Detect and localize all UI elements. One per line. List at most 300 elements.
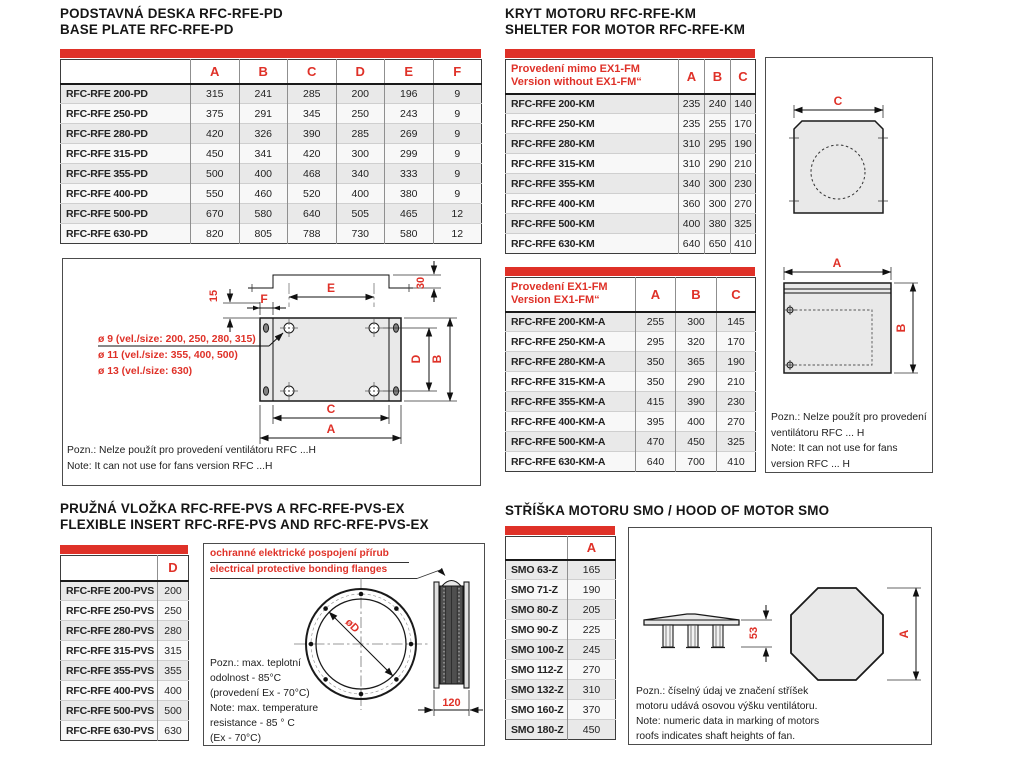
- dimension-value: 355: [158, 661, 189, 681]
- row-label: RFC-RFE 200-PVS: [66, 584, 155, 597]
- dimension-value: 210: [731, 154, 756, 174]
- dimension-value: 255: [705, 114, 731, 134]
- dimension-value: 340: [336, 164, 385, 184]
- dimension-value: 350: [636, 372, 676, 392]
- hood-side-view: [644, 614, 739, 648]
- dim-label-a: A: [897, 629, 911, 639]
- table-row: [61, 701, 189, 721]
- row-label: SMO 63-Z: [511, 563, 558, 576]
- dimension-value: 390: [288, 124, 337, 144]
- dimension-value: 200: [158, 581, 189, 601]
- base-plate-title: [60, 6, 283, 38]
- table-variant-header: [506, 60, 679, 94]
- dimension-value: 395: [636, 412, 676, 432]
- dimension-value: 285: [288, 84, 337, 104]
- bonding-strap: [442, 581, 461, 587]
- row-label: RFC-RFE 630-KM: [511, 237, 595, 250]
- row-label: SMO 80-Z: [511, 603, 558, 616]
- dimension-value: 243: [385, 104, 434, 124]
- table-row: [61, 84, 482, 104]
- motor-hood-table: [505, 526, 615, 740]
- row-label: SMO 132-Z: [511, 683, 564, 696]
- table-variant-header: [506, 278, 636, 312]
- dimension-value: 400: [239, 164, 288, 184]
- dimension-value: 291: [239, 104, 288, 124]
- dimension-value: 170: [731, 114, 756, 134]
- note-line: Pozn.: číselný údaj ve značení stříšek: [636, 686, 809, 697]
- dimension-value: 300: [676, 312, 717, 332]
- dimension-value: 390: [676, 392, 717, 412]
- shelter-std-table: [505, 49, 755, 254]
- row-label: RFC-RFE 500-PVS: [66, 704, 155, 717]
- dim-label-e: E: [326, 281, 336, 295]
- table-row: [506, 720, 616, 740]
- table-row: [506, 432, 756, 452]
- table-row: [61, 124, 482, 144]
- col-header: A: [191, 60, 240, 84]
- dimension-value: 415: [636, 392, 676, 412]
- note-line-cs: Pozn.: Nelze použít pro provedení ventilátoru RFC ...H: [67, 445, 316, 456]
- dimension-value: 320: [676, 332, 717, 352]
- dim-label-c: C: [833, 94, 843, 108]
- plate-body: [260, 318, 401, 401]
- row-label: RFC-RFE 500-PD: [66, 207, 148, 220]
- flexible-insert-title-cs: PRUŽNÁ VLOŽKA RFC-RFE-PVS A RFC-RFE-PVS-EX: [60, 501, 405, 516]
- dimension-value: 12: [433, 224, 482, 244]
- dimension-value: 210: [717, 372, 756, 392]
- dimension-value: 140: [731, 94, 756, 114]
- dim-label-c: C: [326, 402, 336, 416]
- dimension-value: 300: [705, 194, 731, 214]
- row-label: SMO 112-Z: [511, 663, 563, 676]
- dimension-value: 310: [679, 134, 705, 154]
- table-row: [61, 661, 189, 681]
- table-row: [506, 600, 616, 620]
- table-row: [506, 560, 616, 580]
- dimension-value: 196: [385, 84, 434, 104]
- dim-f: [247, 292, 286, 315]
- motor-shelter-note: [771, 410, 927, 472]
- note-line: Pozn.: max. teplotní: [210, 658, 302, 669]
- note-line: motoru udává osovou výšku ventilátoru.: [636, 701, 818, 712]
- row-label: RFC-RFE 200-PD: [66, 87, 148, 100]
- dimension-value: 670: [191, 204, 240, 224]
- dimension-value: 520: [288, 184, 337, 204]
- dimension-value: 295: [705, 134, 731, 154]
- dimension-value: 470: [636, 432, 676, 452]
- col-header: E: [385, 60, 434, 84]
- row-label: RFC-RFE 355-KM-A: [511, 395, 606, 408]
- dim-label-a: A: [832, 256, 842, 270]
- table-row: [61, 721, 189, 741]
- col-header: C: [288, 60, 337, 84]
- dimension-value: 200: [336, 84, 385, 104]
- dimension-value: 285: [336, 124, 385, 144]
- header-corner: [506, 537, 568, 560]
- dim-c: [794, 94, 883, 118]
- dimension-value: 295: [636, 332, 676, 352]
- table-row: [506, 352, 756, 372]
- table-row: [61, 204, 482, 224]
- row-label: RFC-RFE 250-PVS: [66, 604, 155, 617]
- bonding-label: [210, 546, 389, 578]
- table-accent-bar: [505, 267, 755, 276]
- note-line: ventilátoru RFC ... H: [771, 427, 865, 439]
- row-label: RFC-RFE 280-KM: [511, 137, 595, 150]
- table-row: [506, 134, 756, 154]
- col-header: B: [676, 278, 717, 312]
- dimension-value: 190: [717, 352, 756, 372]
- header-corner: [61, 60, 191, 84]
- table-row: [506, 332, 756, 352]
- col-header: C: [717, 278, 756, 312]
- row-label: RFC-RFE 315-KM: [511, 157, 595, 170]
- table-row: [506, 700, 616, 720]
- motor-shelter-title: [505, 6, 745, 38]
- hole-note-1: ø 9 (vel./size: 200, 250, 280, 315): [98, 334, 256, 345]
- dimension-value: 380: [385, 184, 434, 204]
- note-line: odolnost - 85°C: [210, 673, 282, 684]
- dimension-value: 380: [705, 214, 731, 234]
- dimension-value: 9: [433, 184, 482, 204]
- table-row: [61, 104, 482, 124]
- table-row: [506, 580, 616, 600]
- table-row: [61, 581, 189, 601]
- dim-label-15: 15: [208, 289, 220, 303]
- dimension-value: 400: [679, 214, 705, 234]
- dimension-value: 805: [239, 224, 288, 244]
- table-header-row: [61, 60, 482, 84]
- table-row: [506, 372, 756, 392]
- dimension-value: 190: [731, 134, 756, 154]
- dim-a: [887, 588, 921, 680]
- dimension-value: 290: [705, 154, 731, 174]
- note-line: resistance - 85 ° C: [210, 718, 295, 729]
- row-label: RFC-RFE 500-KM-A: [511, 435, 606, 448]
- dimension-value: 9: [433, 84, 482, 104]
- table-row: [506, 154, 756, 174]
- dimension-value: 650: [705, 234, 731, 254]
- table-header-row: [506, 537, 616, 560]
- motor-hood-drawing-box: [628, 527, 932, 745]
- variant-header-cs: Provedení EX1-FM: [511, 281, 608, 294]
- row-label: SMO 180-Z: [511, 723, 564, 736]
- row-label: RFC-RFE 400-KM: [511, 197, 595, 210]
- row-label: RFC-RFE 400-PVS: [66, 684, 155, 697]
- dimension-value: 630: [158, 721, 189, 741]
- hole-note-3: ø 13 (vel./size: 630): [98, 366, 193, 377]
- row-label: RFC-RFE 315-KM-A: [511, 375, 606, 388]
- col-header: B: [705, 60, 731, 94]
- dimension-value: 400: [158, 681, 189, 701]
- col-header: B: [239, 60, 288, 84]
- dimension-value: 500: [158, 701, 189, 721]
- flexible-insert-drawing-box: [203, 543, 485, 746]
- bonding-label-en: electrical protective bonding flanges: [210, 564, 388, 575]
- row-label: RFC-RFE 250-KM-A: [511, 335, 606, 348]
- table-row: [61, 641, 189, 661]
- dimension-value: 640: [679, 234, 705, 254]
- dimension-value: 299: [385, 144, 434, 164]
- note-line: Note: It can not use for fans: [771, 443, 898, 454]
- dimension-value: 465: [385, 204, 434, 224]
- dimension-value: 640: [636, 452, 676, 472]
- dimension-value: 300: [336, 144, 385, 164]
- table-row: [61, 184, 482, 204]
- dimension-value: 9: [433, 124, 482, 144]
- dimension-value: 730: [336, 224, 385, 244]
- dimension-value: 190: [568, 580, 616, 600]
- row-label: RFC-RFE 500-KM: [511, 217, 595, 230]
- col-header: F: [433, 60, 482, 84]
- table-row: [506, 392, 756, 412]
- dim-53: [741, 605, 772, 662]
- dim-label-120: 120: [442, 697, 461, 709]
- dim-label-b: B: [894, 323, 908, 333]
- dim-b: [894, 283, 918, 373]
- dimension-value: 9: [433, 144, 482, 164]
- note-line: Note: numeric data in marking of motors: [636, 716, 820, 727]
- dimension-value: 245: [568, 640, 616, 660]
- dim-label-diameter: øD: [342, 616, 362, 636]
- row-label: RFC-RFE 200-KM-A: [511, 315, 606, 328]
- dimension-value: 230: [717, 392, 756, 412]
- table-row: [61, 601, 189, 621]
- dimension-value: 325: [731, 214, 756, 234]
- row-label: RFC-RFE 400-PD: [66, 187, 148, 200]
- row-label: RFC-RFE 315-PD: [66, 147, 148, 160]
- note-line-en: Note: It can not use for fans version RFC ...H: [67, 460, 273, 472]
- dimension-value: 468: [288, 164, 337, 184]
- row-label: RFC-RFE 250-KM: [511, 117, 595, 130]
- dimension-value: 326: [239, 124, 288, 144]
- dimension-value: 300: [705, 174, 731, 194]
- dimension-value: 640: [288, 204, 337, 224]
- dimension-value: 145: [717, 312, 756, 332]
- dimension-value: 235: [679, 94, 705, 114]
- col-header: D: [158, 556, 189, 581]
- row-label: RFC-RFE 280-PD: [66, 127, 148, 140]
- row-label: RFC-RFE 280-KM-A: [511, 355, 606, 368]
- dimension-value: 310: [679, 154, 705, 174]
- table-row: [61, 621, 189, 641]
- motor-hood-title-text: STŘÍŠKA MOTORU SMO / HOOD OF MOTOR SMO: [505, 503, 830, 518]
- shelter-ex-table: [505, 267, 755, 472]
- col-header: D: [336, 60, 385, 84]
- row-label: RFC-RFE 355-KM: [511, 177, 595, 190]
- dimension-value: 700: [676, 452, 717, 472]
- dim-label-f: F: [260, 292, 268, 306]
- dimension-value: 9: [433, 164, 482, 184]
- dimension-value: 450: [191, 144, 240, 164]
- note-line: version RFC ... H: [771, 458, 850, 470]
- dim-c: [273, 402, 389, 424]
- hood-top-view: [791, 588, 883, 680]
- base-plate-title-cs: PODSTAVNÁ DESKA RFC-RFE-PD: [60, 6, 283, 21]
- table-row: [506, 680, 616, 700]
- row-label: SMO 90-Z: [511, 623, 558, 636]
- row-label: SMO 71-Z: [511, 583, 558, 596]
- dimension-value: 410: [731, 234, 756, 254]
- dimension-value: 460: [239, 184, 288, 204]
- note-line: roofs indicates shaft heights of fan.: [636, 731, 796, 742]
- row-label: SMO 100-Z: [511, 643, 564, 656]
- table-row: [506, 214, 756, 234]
- col-header: C: [731, 60, 756, 94]
- table-row: [506, 660, 616, 680]
- dimension-value: 788: [288, 224, 337, 244]
- dimension-value: 315: [191, 84, 240, 104]
- hood-legs: [661, 625, 725, 648]
- dimension-value: 225: [568, 620, 616, 640]
- dimension-value: 315: [158, 641, 189, 661]
- dim-label-53: 53: [748, 626, 760, 640]
- shelter-front-view: [789, 121, 888, 213]
- dimension-value: 345: [288, 104, 337, 124]
- variant-header-en: Version without EX1-FM“: [511, 76, 642, 89]
- flexible-insert-note: [210, 656, 318, 746]
- dim-label-d: D: [409, 354, 423, 364]
- row-label: RFC-RFE 355-PVS: [66, 664, 155, 677]
- flexible-insert-title: [60, 501, 429, 533]
- col-header: A: [636, 278, 676, 312]
- dimension-value: 250: [336, 104, 385, 124]
- base-plate-title-en: BASE PLATE RFC-RFE-PD: [60, 22, 234, 37]
- motor-hood-title: [505, 503, 829, 519]
- dimension-value: 350: [636, 352, 676, 372]
- shelter-side-view: [784, 283, 891, 373]
- row-label: RFC-RFE 200-KM: [511, 97, 595, 110]
- table-row: [506, 312, 756, 332]
- row-label: RFC-RFE 355-PD: [66, 167, 148, 180]
- insert-side-view: [434, 581, 469, 689]
- dimension-value: 375: [191, 104, 240, 124]
- dimension-value: 420: [288, 144, 337, 164]
- flexible-insert-title-en: FLEXIBLE INSERT RFC-RFE-PVS AND RFC-RFE-PVS-EX: [60, 517, 429, 532]
- dimension-value: 450: [568, 720, 616, 740]
- table-row: [506, 412, 756, 432]
- flexible-insert-table: [60, 545, 188, 741]
- table-row: [61, 224, 482, 244]
- dim-label-a: A: [326, 422, 336, 436]
- dimension-value: 400: [676, 412, 717, 432]
- table-row: [506, 114, 756, 134]
- row-label: RFC-RFE 250-PD: [66, 107, 148, 120]
- table-row: [506, 194, 756, 214]
- dimension-value: 550: [191, 184, 240, 204]
- table-row: [61, 681, 189, 701]
- hole-size-notes: [98, 333, 283, 377]
- dimension-value: 205: [568, 600, 616, 620]
- row-label: RFC-RFE 280-PVS: [66, 624, 155, 637]
- dimension-value: 820: [191, 224, 240, 244]
- dim-15: [208, 289, 260, 332]
- motor-shelter-title-cs: KRYT MOTORU RFC-RFE-KM: [505, 6, 697, 21]
- dimension-value: 505: [336, 204, 385, 224]
- dimension-value: 341: [239, 144, 288, 164]
- row-label: SMO 160-Z: [511, 703, 564, 716]
- dimension-value: 580: [385, 224, 434, 244]
- dimension-value: 250: [158, 601, 189, 621]
- table-header-row: [61, 556, 189, 581]
- motor-hood-note: [636, 684, 819, 744]
- variant-header-en: Version EX1-FM“: [511, 294, 600, 307]
- dimension-value: 269: [385, 124, 434, 144]
- row-label: RFC-RFE 315-PVS: [66, 644, 155, 657]
- dimension-value: 420: [191, 124, 240, 144]
- table-header-row: [506, 278, 756, 312]
- dimension-value: 580: [239, 204, 288, 224]
- col-header: A: [568, 537, 616, 560]
- dimension-value: 165: [568, 560, 616, 580]
- dim-120: [418, 690, 483, 716]
- header-corner: [61, 556, 158, 581]
- dimension-value: 370: [568, 700, 616, 720]
- col-header: A: [679, 60, 705, 94]
- base-plate-note: [67, 443, 316, 474]
- note-line: Note: max. temperature: [210, 703, 319, 714]
- table-row: [506, 174, 756, 194]
- row-label: RFC-RFE 630-PVS: [66, 724, 155, 737]
- table-header-row: [506, 60, 756, 94]
- dimension-value: 240: [705, 94, 731, 114]
- dimension-value: 333: [385, 164, 434, 184]
- row-label: RFC-RFE 400-KM-A: [511, 415, 606, 428]
- table-accent-bar: [60, 49, 481, 58]
- motor-shelter-drawing-box: [765, 57, 933, 473]
- table-row: [506, 234, 756, 254]
- table-row: [506, 640, 616, 660]
- row-label: RFC-RFE 630-KM-A: [511, 455, 606, 468]
- dimension-value: 230: [731, 174, 756, 194]
- table-accent-bar: [505, 526, 615, 535]
- dimension-value: 12: [433, 204, 482, 224]
- row-label: RFC-RFE 630-PD: [66, 227, 148, 240]
- dimension-value: 450: [676, 432, 717, 452]
- bonding-label-cs: ochranné elektrické pospojení přírub: [210, 548, 389, 559]
- dimension-value: 280: [158, 621, 189, 641]
- dimension-value: 360: [679, 194, 705, 214]
- base-plate-table: [60, 49, 481, 244]
- table-row: [506, 94, 756, 114]
- dimension-value: 170: [717, 332, 756, 352]
- dimension-value: 241: [239, 84, 288, 104]
- dimension-value: 365: [676, 352, 717, 372]
- dimension-value: 400: [336, 184, 385, 204]
- hole-note-2: ø 11 (vel./size: 355, 400, 500): [98, 350, 238, 361]
- table-row: [61, 164, 482, 184]
- dimension-value: 410: [717, 452, 756, 472]
- dimension-value: 310: [568, 680, 616, 700]
- note-line: (provedení Ex - 70°C): [210, 688, 310, 699]
- dimension-value: 340: [679, 174, 705, 194]
- dim-label-30: 30: [415, 276, 427, 290]
- dim-e: [289, 281, 374, 307]
- table-row: [506, 452, 756, 472]
- dim-a: [784, 256, 891, 280]
- dimension-value: 9: [433, 104, 482, 124]
- dimension-value: 255: [636, 312, 676, 332]
- dimension-value: 325: [717, 432, 756, 452]
- dim-30: [393, 261, 441, 302]
- motor-shelter-title-en: SHELTER FOR MOTOR RFC-RFE-KM: [505, 22, 746, 37]
- dimension-value: 500: [191, 164, 240, 184]
- dimension-value: 270: [731, 194, 756, 214]
- table-accent-bar: [505, 49, 755, 58]
- dimension-value: 235: [679, 114, 705, 134]
- table-row: [61, 144, 482, 164]
- dimension-value: 270: [717, 412, 756, 432]
